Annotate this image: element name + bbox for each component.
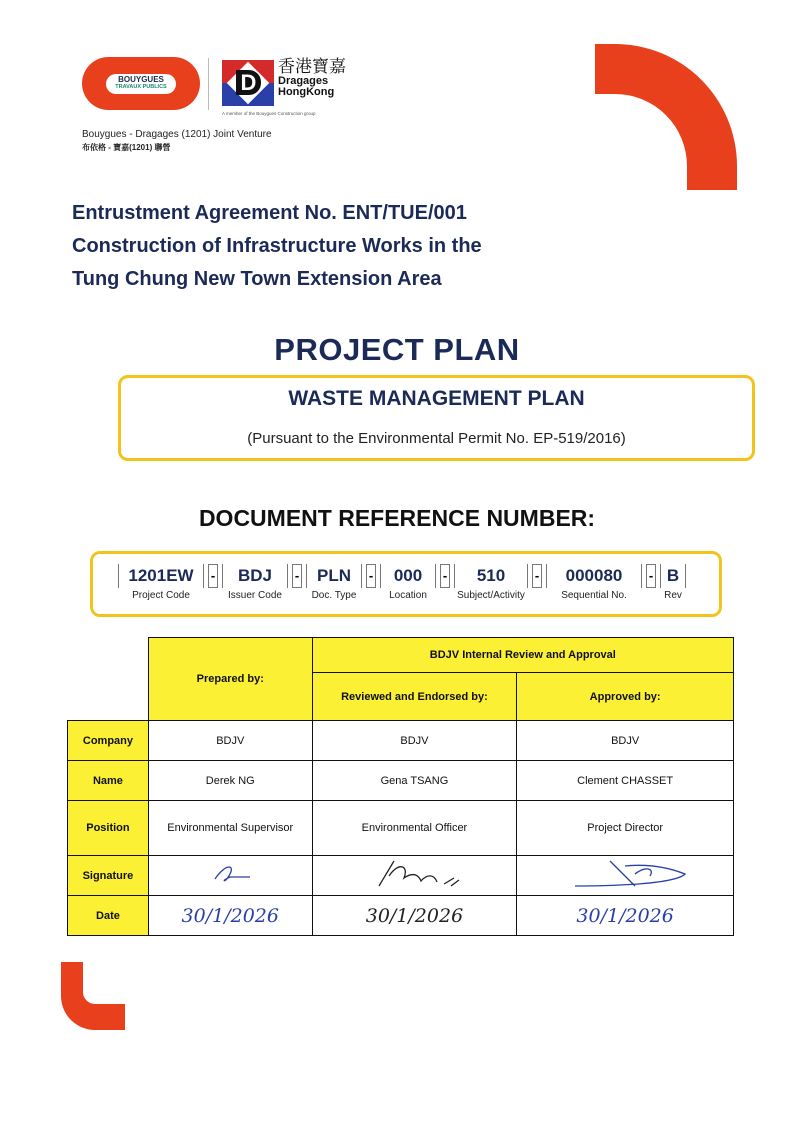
ref-issuer-code: BDJ [222, 564, 288, 588]
ref-label: Subject/Activity [457, 590, 525, 601]
approved-by-header: Approved by: [517, 673, 734, 721]
ref-separator: - [366, 564, 376, 588]
ref-label: Location [389, 590, 427, 601]
reviewed-date: 30/1/2026 [312, 896, 517, 936]
ref-subject: 510 [454, 564, 528, 588]
reviewed-position: Environmental Officer [312, 801, 517, 856]
decorative-red-corner-top [595, 44, 740, 192]
ref-rev: B [660, 564, 686, 588]
member-note: A member of the Bouygues Construction group [222, 111, 316, 116]
table-row [68, 761, 734, 801]
ref-sequential: 000080 [546, 564, 642, 588]
ref-label: Sequential No. [561, 590, 627, 601]
ref-separator: - [532, 564, 542, 588]
ref-label: Issuer Code [228, 590, 282, 601]
ref-doc-type: PLN [306, 564, 362, 588]
dragages-logo: D [222, 60, 274, 106]
row-label: Date [68, 896, 149, 936]
approved-name: Clement CHASSET [517, 761, 734, 801]
document-title: PROJECT PLAN [274, 332, 520, 367]
jv-name: Bouygues - Dragages (1201) Joint Venture [82, 129, 272, 140]
prepared-signature [148, 856, 312, 896]
prepared-position: Environmental Supervisor [148, 801, 312, 856]
plan-subtitle: WASTE MANAGEMENT PLAN [288, 387, 585, 410]
table-row [68, 801, 734, 856]
approval-table [67, 637, 734, 936]
ref-location: 000 [380, 564, 436, 588]
reviewed-by-header: Reviewed and Endorsed by: [312, 673, 517, 721]
review-group-header: BDJV Internal Review and Approval [312, 638, 733, 673]
reviewed-signature [312, 856, 517, 896]
ref-label: Rev [664, 590, 682, 601]
bouygues-logo: BOUYGUES TRAVAUX PUBLICS [82, 57, 200, 110]
reference-heading: DOCUMENT REFERENCE NUMBER: [198, 505, 596, 531]
ref-separator: - [440, 564, 450, 588]
table-row [68, 721, 734, 761]
ref-project-code: 1201EW [118, 564, 204, 588]
reviewed-company: BDJV [312, 721, 517, 761]
row-label: Position [68, 801, 149, 856]
table-row [68, 856, 734, 896]
logo-divider [208, 58, 209, 110]
approved-signature [517, 856, 734, 896]
ref-label: Project Code [132, 590, 190, 601]
reviewed-name: Gena TSANG [312, 761, 517, 801]
pursuant-note: (Pursuant to the Environmental Permit No. EP-519/2016) [247, 430, 626, 447]
ref-separator: - [208, 564, 218, 588]
agreement-heading: Entrustment Agreement No. ENT/TUE/001 Construction of Infrastructure Works in the Tung Chung New Town Extension Area [72, 202, 482, 290]
prepared-company: BDJV [148, 721, 312, 761]
approved-position: Project Director [517, 801, 734, 856]
reference-number [118, 564, 686, 601]
approved-company: BDJV [517, 721, 734, 761]
prepared-date: 30/1/2026 [148, 896, 312, 936]
prepared-name: Derek NG [148, 761, 312, 801]
ref-separator: - [292, 564, 302, 588]
dragages-logo-text: 香港寶嘉 Dragages HongKong [278, 57, 346, 98]
prepared-by-header: Prepared by: [148, 638, 312, 721]
ref-separator: - [646, 564, 656, 588]
approved-date: 30/1/2026 [517, 896, 734, 936]
row-label: Name [68, 761, 149, 801]
row-label: Company [68, 721, 149, 761]
ref-label: Doc. Type [311, 590, 357, 601]
row-label: Signature [68, 856, 149, 896]
jv-name-cn: 布依格 - 寶嘉(1201) 聯營 [82, 143, 171, 152]
empty-cell [68, 638, 149, 721]
table-row [68, 896, 734, 936]
decorative-red-corner-bottom [61, 962, 127, 1032]
